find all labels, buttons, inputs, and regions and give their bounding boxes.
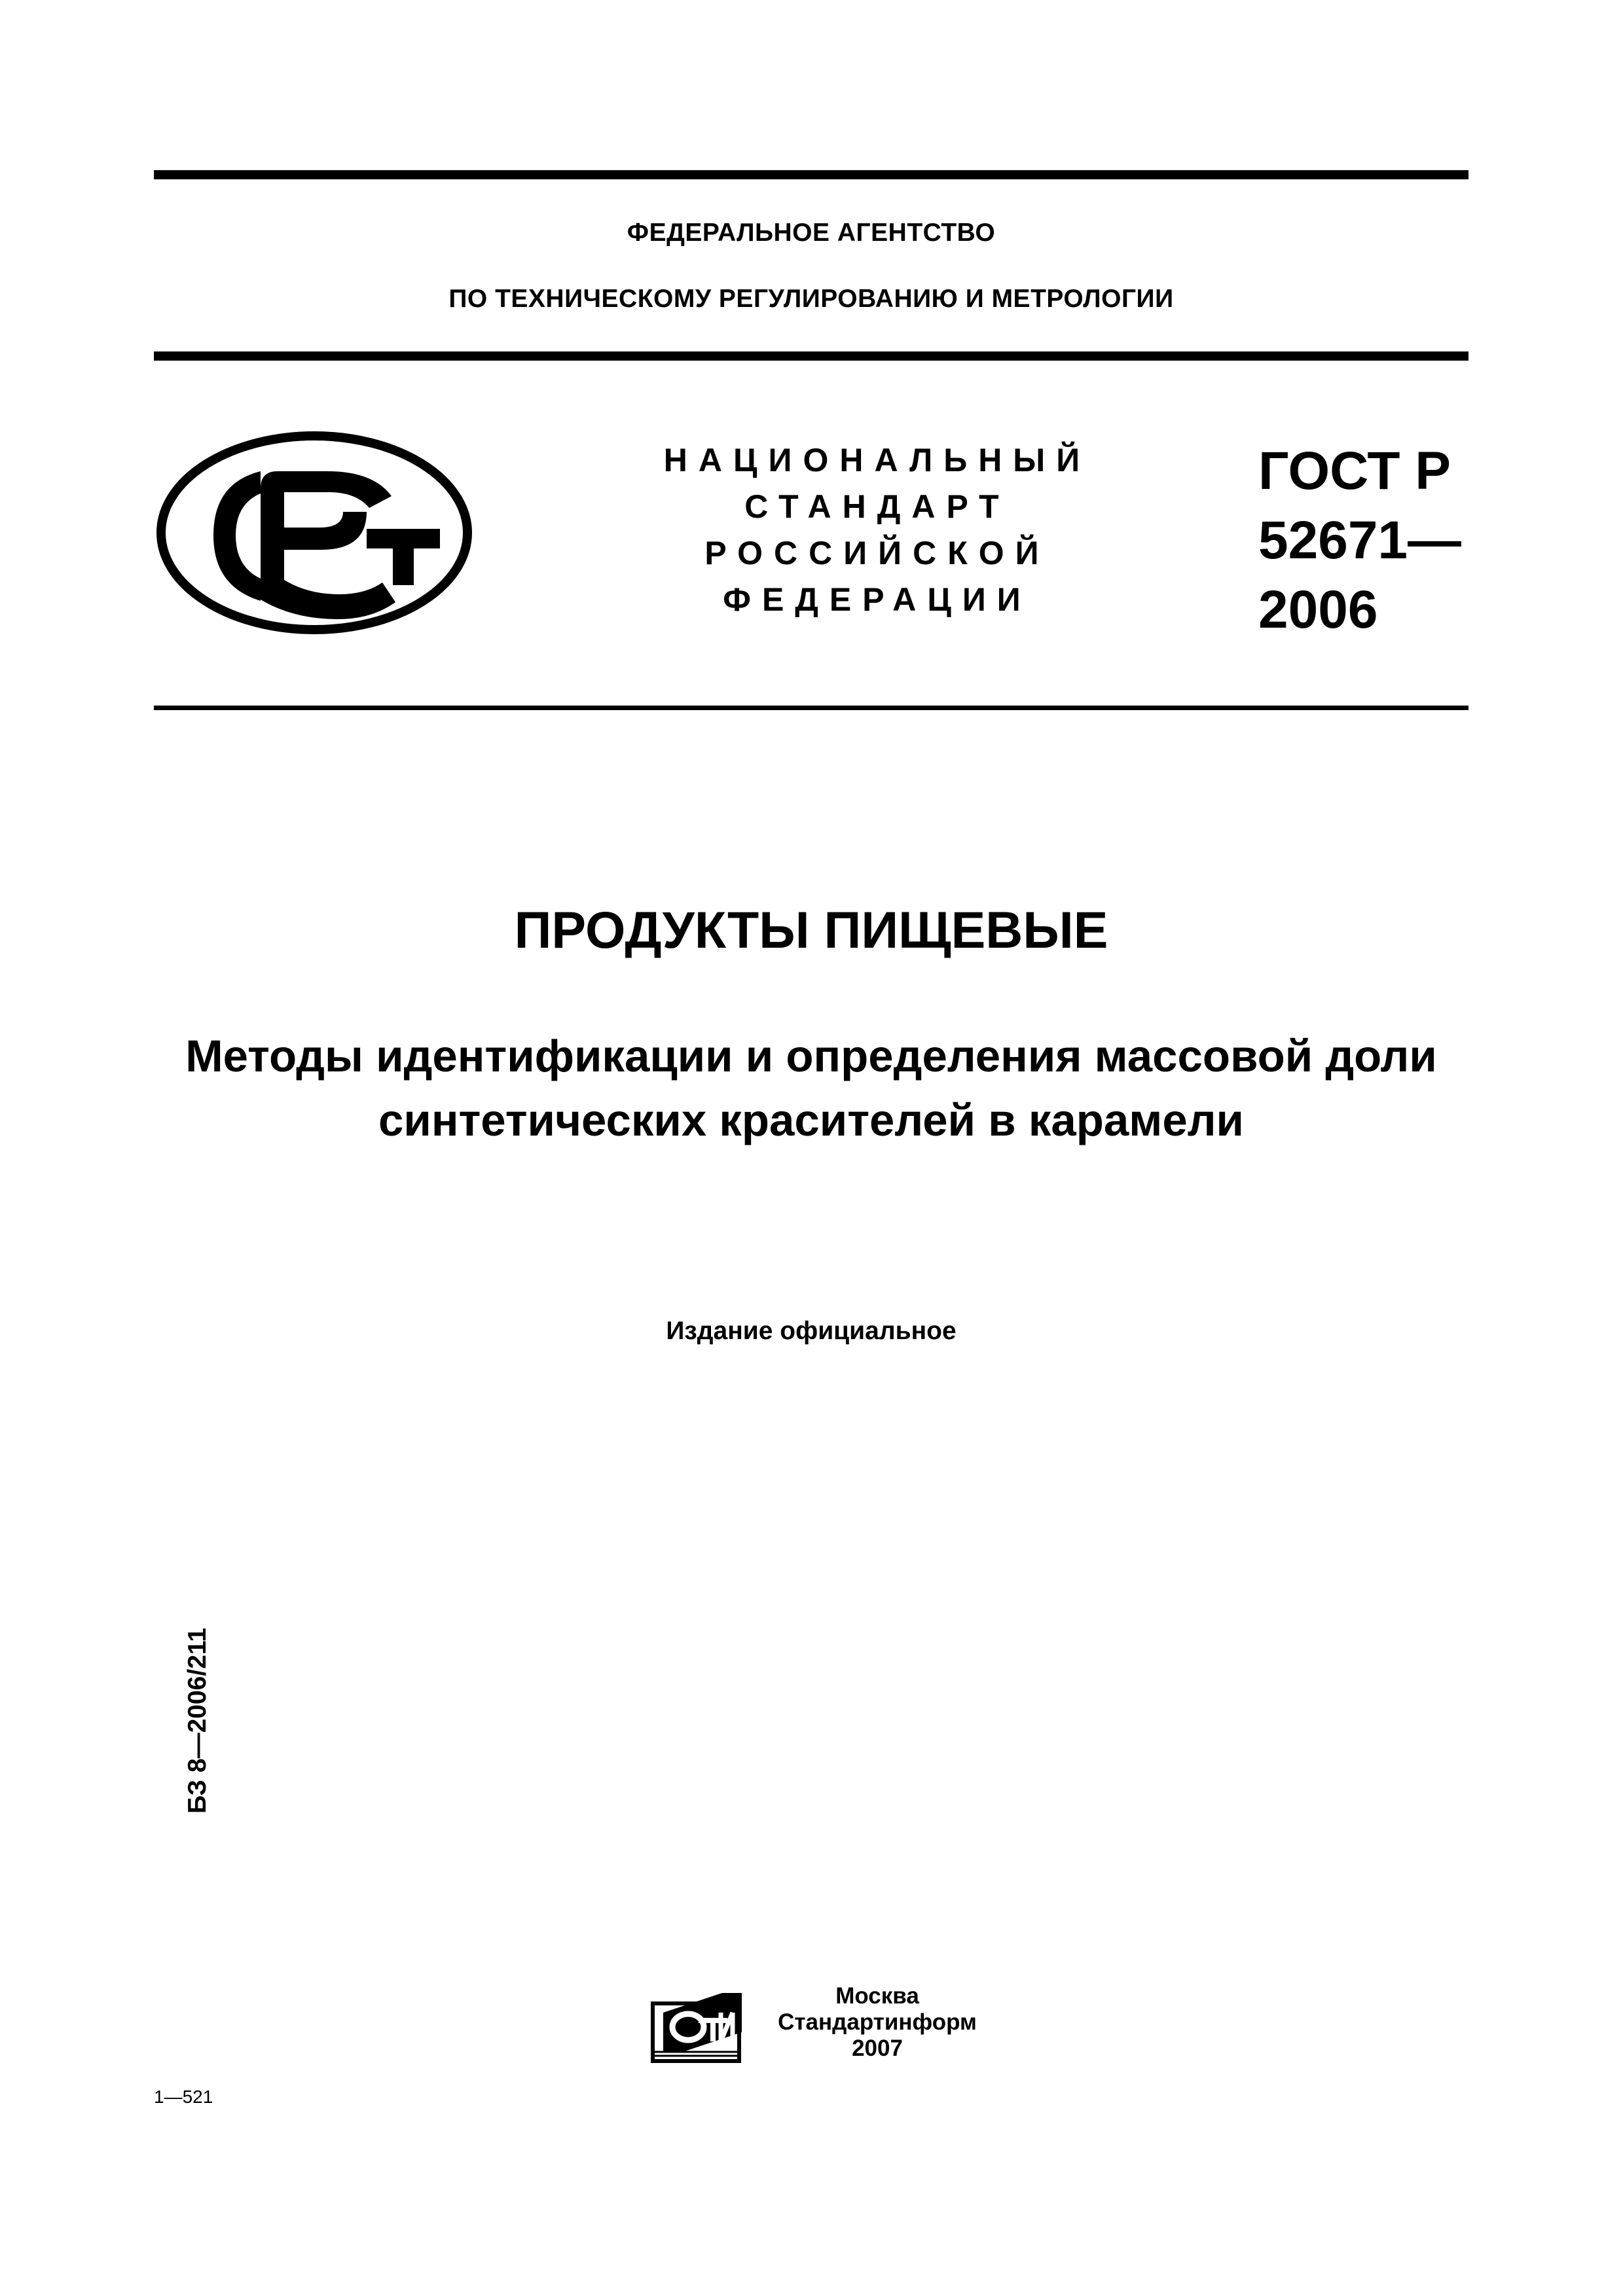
publisher-year: 2007: [852, 2036, 903, 2061]
gost-designation-line-3: 2006: [1258, 580, 1378, 639]
side-catalog-code: БЗ 8—2006/211: [183, 1628, 211, 1814]
agency-line-2: ПО ТЕХНИЧЕСКОМУ РЕГУЛИРОВАНИЮ И МЕТРОЛОГИИ: [448, 285, 1174, 313]
document-subtitle: [154, 1024, 1468, 1153]
document-subtitle-line-2: синтетических красителей в карамели: [378, 1095, 1244, 1145]
publisher-city: Москва: [835, 1983, 919, 2009]
document-subtitle-line-1: Методы идентификации и определения массовой доли: [185, 1031, 1437, 1081]
publisher-name: Стандартинформ: [778, 2009, 977, 2035]
gost-designation-line-1: ГОСТ Р: [1258, 441, 1451, 501]
edition-label: Издание официальное: [666, 1317, 957, 1345]
print-code: 1—521: [154, 2087, 213, 2107]
agency-line-1: ФЕДЕРАЛЬНОЕ АГЕНТСТВО: [627, 219, 996, 247]
national-standard-label: [615, 437, 1139, 623]
standartinform-logo-icon: [650, 1986, 746, 2064]
national-standard-line-2: СТАНДАРТ: [744, 488, 1010, 525]
national-standard-line-4: ФЕДЕРАЦИИ: [723, 581, 1032, 618]
national-standard-line-1: НАЦИОНАЛЬНЫЙ: [663, 442, 1091, 478]
rst-certification-logo-icon: [156, 431, 473, 635]
gost-designation-line-2: 52671—: [1258, 511, 1462, 570]
header-bottom-rule: [154, 706, 1468, 710]
top-rule: [154, 170, 1468, 179]
gost-designation: [1258, 437, 1461, 645]
document-title: ПРОДУКТЫ ПИЩЕВЫЕ: [514, 901, 1108, 959]
agency-bottom-rule: [154, 351, 1468, 361]
publisher-info: [759, 1983, 995, 2062]
national-standard-line-3: РОССИЙСКОЙ: [704, 535, 1050, 571]
